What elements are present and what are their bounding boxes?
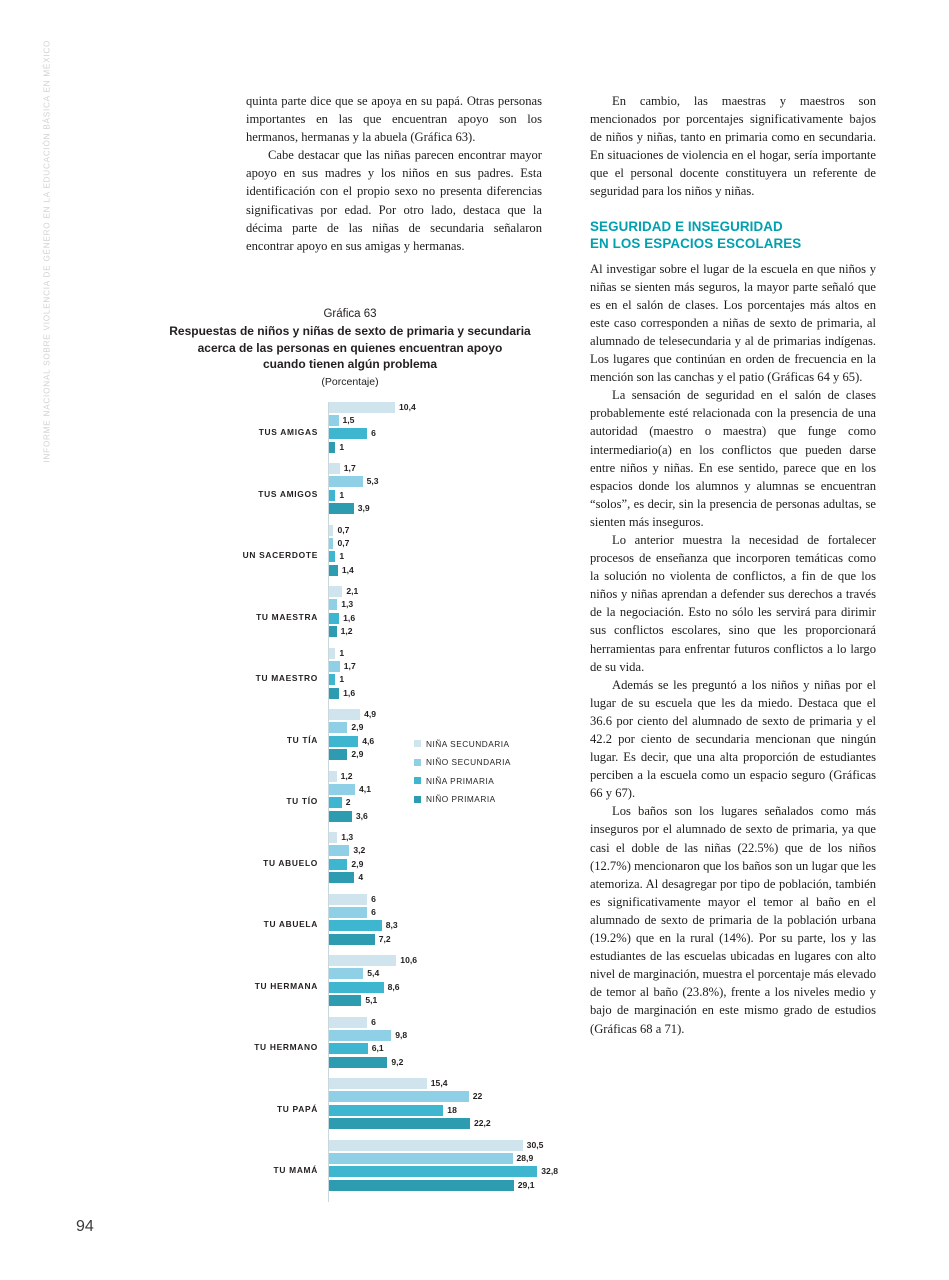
right-text-column (590, 92, 876, 1038)
chart-bar (329, 722, 347, 733)
chart-title-line-2: acerca de las personas en quienes encuentran apoyo (197, 340, 503, 355)
chart-bar-row (140, 1105, 560, 1116)
chart-bar-row (140, 859, 560, 870)
chart-bar-value: 8,3 (385, 920, 398, 931)
chart-bar-row (140, 1043, 560, 1054)
chart-title (140, 308, 560, 388)
chart-bar (329, 490, 335, 501)
chart-bar (329, 784, 355, 795)
chart-bar-row (140, 1118, 560, 1129)
chart-bar-row (140, 428, 560, 439)
chart-bar-row (140, 626, 560, 637)
chart-bar (329, 415, 339, 426)
chart-bar-value: 29,1 (517, 1179, 535, 1190)
chart-bar-value: 5,3 (366, 476, 379, 487)
chart-legend-item (414, 735, 564, 754)
chart-bar (329, 749, 347, 760)
chart-bar (329, 1091, 469, 1102)
chart-bar-row (140, 1153, 560, 1164)
chart-category-label: TU MAMÁ (273, 1165, 318, 1176)
chart-bar-value: 3,9 (357, 503, 370, 514)
chart-bar (329, 982, 384, 993)
chart-bar (329, 586, 342, 597)
chart-bar (329, 832, 337, 843)
chart-bar (329, 463, 340, 474)
chart-bar (329, 688, 339, 699)
chart-bar-value: 1,6 (343, 687, 356, 698)
chart-bar-row (140, 688, 560, 699)
chart-bar (329, 872, 354, 883)
chart-bar-row (140, 1180, 560, 1191)
chart-subtitle: (Porcentaje) (321, 375, 379, 388)
chart-bar-row (140, 1030, 560, 1041)
chart-category-label: TU TÍA (286, 734, 318, 745)
chart-bar (329, 551, 335, 562)
chart-bar-row (140, 648, 560, 659)
chart-bar-row (140, 845, 560, 856)
chart-bar-row (140, 565, 560, 576)
chart-bar (329, 920, 382, 931)
chart-category-group (140, 648, 560, 710)
chart-category-group (140, 1017, 560, 1079)
chart-bar-value: 30,5 (526, 1139, 544, 1150)
chart-bar (329, 1153, 513, 1164)
chart-bar-row (140, 995, 560, 1006)
chart-bar-value: 6 (371, 906, 376, 917)
chart-category-label: TU HERMANO (254, 1042, 318, 1053)
chart-bar-value: 1,5 (342, 414, 355, 425)
chart-bar-row (140, 968, 560, 979)
chart-bar (329, 709, 360, 720)
chart-bar (329, 995, 361, 1006)
chart-bar (329, 613, 339, 624)
chart-bar (329, 503, 354, 514)
chart-bar-value: 10,4 (399, 401, 416, 412)
chart-bar-value: 22 (472, 1091, 483, 1102)
chart-category-label: TU PAPÁ (276, 1103, 318, 1114)
chart-bar-value: 2,9 (351, 722, 364, 733)
chart-bar-row (140, 722, 560, 733)
chart-bar (329, 442, 335, 453)
chart-bar-row (140, 551, 560, 562)
section-heading (590, 218, 876, 253)
chart-bar-row (140, 525, 560, 536)
chart-category-label: TU MAESTRO (255, 673, 318, 684)
chart-bar (329, 661, 340, 672)
running-head: INFORME NACIONAL SOBRE VIOLENCIA DE GÉNERO EN LA EDUCACIÓN BÁSICA EN MÉXICO (42, 39, 52, 463)
chart-bar-value: 3,6 (355, 810, 368, 821)
chart-bar (329, 538, 333, 549)
chart-bar-row (140, 872, 560, 883)
chart-category-group (140, 1078, 560, 1140)
chart-legend-label: NIÑA SECUNDARIA (426, 738, 510, 749)
chart-bar-row (140, 982, 560, 993)
chart-category-label: UN SACERDOTE (242, 550, 318, 561)
chart-bar-value: 8,6 (387, 981, 400, 992)
chart-bar (329, 565, 338, 576)
chart-bar-value: 32,8 (541, 1166, 558, 1177)
chart-bar (329, 674, 335, 685)
chart-bar (329, 968, 363, 979)
chart-bar (329, 648, 335, 659)
chart-bar-row (140, 538, 560, 549)
chart-bar-value: 9,2 (391, 1056, 404, 1067)
chart-bar-row (140, 503, 560, 514)
chart-bar-row (140, 674, 560, 685)
chart-bar-row (140, 415, 560, 426)
chart-bar-row (140, 894, 560, 905)
chart-bar-value: 9,8 (395, 1029, 408, 1040)
chart-bar-value: 10,6 (400, 955, 418, 965)
chart-legend-item (414, 753, 564, 772)
chart-bar-value: 1,4 (341, 564, 354, 575)
chart-bar-row (140, 1140, 560, 1151)
chart-bar (329, 1180, 514, 1191)
chart-bar (329, 934, 375, 945)
chart-bar-row (140, 832, 560, 843)
chart-category-group (140, 955, 560, 1017)
chart-bar-value: 2 (345, 797, 351, 808)
chart-bar-row (140, 613, 560, 624)
chart-bar-value: 2,9 (351, 858, 364, 869)
chart-bar-value: 1 (339, 647, 345, 658)
chart-bar-value: 1,7 (343, 463, 356, 473)
chart-legend-swatch (414, 740, 421, 747)
chart-bar-value: 6 (371, 893, 376, 904)
chart-bar-value: 6,1 (371, 1043, 384, 1054)
chart-bar-value: 6 (371, 1016, 376, 1027)
chart-bar-row (140, 586, 560, 597)
chart-bar-value: 4,9 (364, 709, 377, 719)
chart-bar (329, 1043, 368, 1054)
chart-bar-value: 5,4 (367, 968, 380, 979)
chart-bar-value: 1 (339, 551, 345, 562)
chart-bar (329, 402, 395, 413)
chart-bar-value: 1 (339, 441, 345, 452)
chart-bar-value: 18 (447, 1104, 457, 1115)
chart-bar-value: 4,6 (362, 735, 375, 746)
chart-bar (329, 1118, 470, 1129)
section-heading-line-1: SEGURIDAD E INSEGURIDAD (590, 218, 783, 234)
chart-plot-area (140, 402, 560, 1202)
chart-bar-value: 1,2 (340, 770, 353, 781)
chart-category-label: TUS AMIGOS (258, 488, 318, 499)
chart-bar-value: 0,7 (337, 524, 350, 535)
chart-number: Gráfica 63 (323, 308, 377, 320)
chart-category-group (140, 586, 560, 648)
chart-category-label: TU ABUELO (263, 857, 318, 868)
chart-category-label: TU MAESTRA (256, 611, 318, 622)
chart-bar (329, 1078, 427, 1089)
chart-bar-value: 1,2 (340, 626, 353, 637)
chart-bar-row (140, 1057, 560, 1068)
chart-bar-row (140, 1078, 560, 1089)
chart-bar (329, 811, 352, 822)
chart-bar (329, 525, 333, 536)
chart-bar (329, 894, 367, 905)
chart-bar (329, 845, 349, 856)
chart-legend-swatch (414, 759, 421, 766)
chart-bar-value: 1,7 (343, 660, 356, 671)
chart-bar-value: 0,7 (337, 537, 350, 548)
section-heading-line-2: EN LOS ESPACIOS ESCOLARES (590, 236, 802, 252)
chart-bar-row (140, 934, 560, 945)
paragraph: La sensación de seguridad en el salón de clases probablemente esté relacionada con la presencia de una autoridad (maestro o maestra) que funge como intermediario(a) en los conflictos que pueden darse entre niños y niñas. En ese sentido, parece que en los espacios donde los alumnos y alumnas se encuentran “solos”, es decir, sin la presencia de personas adultas, se sienten más inseguros. (590, 388, 876, 529)
chart-bar-value: 15,4 (430, 1078, 448, 1088)
chart-bar-value: 1 (339, 674, 345, 685)
chart-title-line-1: Respuestas de niños y niñas de sexto de primaria y secundaria (169, 324, 531, 338)
chart-bar (329, 428, 367, 439)
chart-legend-label: NIÑO SECUNDARIA (426, 757, 511, 768)
chart-legend-swatch (414, 796, 421, 803)
chart-bar-value: 5,1 (365, 995, 378, 1006)
paragraph: Lo anterior muestra la necesidad de fortalecer procesos de enseñanza que incorporen temáticas como la solución no violenta de conflictos, a fin de que los niños y niñas aprendan a defender sus derechos a través de la negociación. Esto no sólo les servirá para dirimir sus conflictos escolares, sino que les proporcionará herramientas para enfrentar futuros conflictos a lo largo de su vida. (590, 532, 876, 674)
chart-bar-row (140, 599, 560, 610)
chart-category-group (140, 832, 560, 894)
chart-bar-row (140, 709, 560, 720)
chart-bar (329, 1105, 443, 1116)
paragraph: En cambio, las maestras y maestros son mencionados por porcentajes significativamente bajos de niños y niñas, tanto en primaria como en secundaria. En situaciones de violencia en el hogar, sería importante que el personal docente constituyera un referente de seguridad para los niños y niñas. (590, 94, 876, 199)
chart-bar (329, 476, 363, 487)
chart-bar-value: 1 (339, 489, 345, 500)
page-number: 94 (76, 1218, 94, 1235)
chart-bar-value: 2,1 (346, 586, 359, 596)
left-text-column (246, 92, 542, 255)
chart-bar (329, 771, 337, 782)
paragraph: Además se les preguntó a los niños y niñas por el lugar de su escuela que les da miedo. Destaca que el 36.6 por ciento del alumnado de sexto de primaria y el 42.2 por ciento de secundaria mencionan que ningún lugar. Es decir, que una alta proporción de estudiantes perciben a la escuela como un espacio seguro (Gráficas 66 y 67). (590, 677, 876, 801)
chart-category-label: TU TÍO (286, 796, 318, 807)
chart-bar-row (140, 811, 560, 822)
chart-bar-row (140, 955, 560, 966)
paragraph: Al investigar sobre el lugar de la escuela en que niños y niñas se sienten más seguros, la mayor parte señaló que es en el salón de clases. Los porcentajes más altos en este caso corresponden a niñas de sexto de primaria, al alumnado de telesecundaria y al de primarias indígenas. Los lugares que continúan en orden de frecuencia en la mención son las canchas y el patio (Gráficas 64 y 65). (590, 261, 876, 385)
chart-legend-item (414, 772, 564, 791)
chart-bar (329, 626, 337, 637)
chart-bar-row (140, 907, 560, 918)
chart-legend-label: NIÑO PRIMARIA (426, 794, 496, 805)
chart-category-group (140, 402, 560, 464)
chart-bar (329, 1057, 387, 1068)
chart-bar (329, 736, 358, 747)
chart-category-label: TUS AMIGAS (258, 427, 318, 438)
chart-bar-value: 22,2 (473, 1118, 491, 1129)
chart-bar-row (140, 661, 560, 672)
chart-bar-row (140, 463, 560, 474)
chart-bar-row (140, 1091, 560, 1102)
chart-bar-value: 1,3 (341, 599, 354, 610)
chart-bar (329, 859, 347, 870)
chart-bar (329, 955, 396, 966)
chart-category-label: TU HERMANA (254, 980, 318, 991)
chart-bar-value: 28,9 (516, 1152, 534, 1163)
chart-bar (329, 1166, 537, 1177)
chart-bar-value: 2,9 (351, 749, 364, 760)
chart-bar-value: 4,1 (359, 783, 371, 794)
chart-bar (329, 1030, 391, 1041)
chart-bar-value: 3,2 (353, 845, 366, 856)
chart-legend-label: NIÑA PRIMARIA (426, 775, 495, 786)
chart-legend-item (414, 790, 564, 809)
chart-bar (329, 599, 337, 610)
chart-bar-value: 1,3 (341, 832, 354, 842)
chart-bar (329, 797, 342, 808)
paragraph: Los baños son los lugares señalados como más inseguros por el alumnado de sexto de primaria, ya que casi el doble de las niñas (22.5%) que de los niños (12.7%) mencionaron que los baños son un lugar que les atemoriza. Al desagregar por tipo de población, también es significativamente mayor el temor al baño en el alumnado de sexto de primaria de la población urbana (19.2%) que en la rural (14%). Por su parte, los y las estudiantes de las escuelas ubicadas en lugares con alto nivel de marginación, muestra el porcentaje más elevado de temor al baño (23.8%), frente a los niveles medio y bajo de marginación en este mismo grado de estudios (Gráficas 68 a 71). (590, 804, 876, 1036)
chart-bar-value: 1,6 (343, 612, 356, 623)
chart-figure (140, 308, 560, 1202)
chart-bar-row (140, 442, 560, 453)
chart-bar-row (140, 920, 560, 931)
chart-bar-value: 6 (371, 428, 376, 439)
chart-legend-swatch (414, 777, 421, 784)
chart-category-label: TU ABUELA (263, 919, 318, 930)
chart-legend (414, 735, 564, 809)
chart-bar-value: 7,2 (378, 933, 391, 944)
paragraph: Cabe destacar que las niñas parecen encontrar mayor apoyo en sus madres y los niños en sus padres. Esta identificación con el propio sexo no presenta diferencias significativas por edad. Por otro lado, destaca que la décima parte de las niñas de secundaria señalaron encontrar apoyo en sus amigas y hermanas. (246, 148, 542, 253)
chart-bar (329, 1140, 523, 1151)
chart-bar-value: 4 (358, 872, 364, 883)
chart-category-group (140, 463, 560, 525)
chart-bar (329, 1017, 367, 1028)
chart-title-line-3: cuando tienen algún problema (262, 357, 438, 371)
chart-bar-row (140, 402, 560, 413)
chart-bar (329, 907, 367, 918)
chart-bar-row (140, 476, 560, 487)
chart-category-group (140, 894, 560, 956)
chart-bar-row (140, 1017, 560, 1028)
chart-category-group (140, 1140, 560, 1202)
chart-bar-row (140, 1166, 560, 1177)
chart-bar-row (140, 490, 560, 501)
paragraph: quinta parte dice que se apoya en su papá. Otras personas importantes en las que encuentran apoyo son los hermanos, hermanas y la abuela (Gráfica 63). (246, 94, 542, 145)
chart-category-group (140, 525, 560, 587)
